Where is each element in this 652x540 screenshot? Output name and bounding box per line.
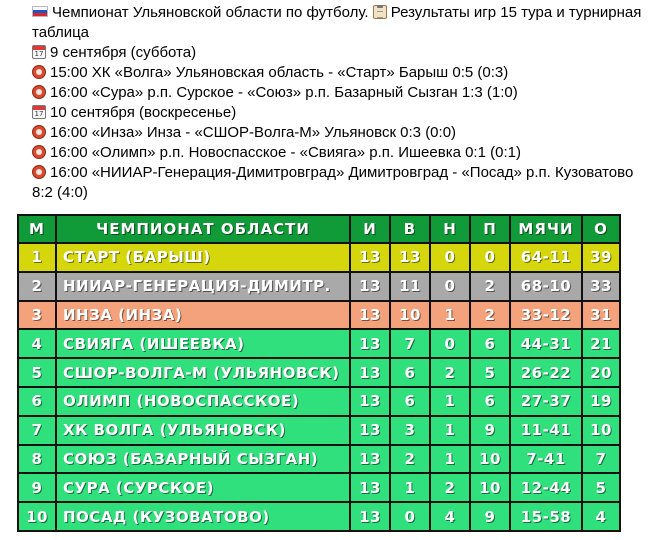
cell-wins: 11 [391,273,429,300]
cell-points: 19 [583,388,619,415]
soccer-ball-icon [32,125,46,139]
cell-losses: 9 [471,503,509,530]
cell-position: 1 [19,244,55,271]
cell-goals: 64-11 [511,244,581,271]
cell-position: 6 [19,388,55,415]
cell-draws: 1 [431,446,469,473]
cell-goals: 27-37 [511,388,581,415]
cell-position: 9 [19,474,55,501]
cell-position: 5 [19,359,55,386]
table-row [19,474,619,501]
table-row [19,446,619,473]
cell-wins: 10 [391,302,429,329]
cell-position: 3 [19,302,55,329]
cell-goals: 44-31 [511,330,581,357]
calendar-icon [32,45,46,59]
cell-points: 7 [583,446,619,473]
cell-losses: 2 [471,273,509,300]
cell-goals: 33-12 [511,302,581,329]
cell-draws: 0 [431,244,469,271]
cell-position: 4 [19,330,55,357]
col-header-points: О [583,216,619,242]
cell-losses: 5 [471,359,509,386]
cell-goals: 12-44 [511,474,581,501]
cell-wins: 3 [391,417,429,444]
cell-team: ХК ВОЛГА (УЛЬЯНОВСК) [57,417,349,444]
headline-text: Чемпионат Ульяновской области по футболу. [52,4,369,21]
cell-draws: 2 [431,359,469,386]
cell-team: ОЛИМП (НОВОСПАССКОЕ) [57,388,349,415]
cell-points: 31 [583,302,619,329]
cell-games: 13 [351,273,389,300]
cell-draws: 0 [431,330,469,357]
soccer-ball-icon [32,165,46,179]
cell-points: 39 [583,244,619,271]
calendar-icon [32,105,46,119]
cell-draws: 1 [431,388,469,415]
match-text: 15:00 ХК «Волга» Ульяновская область - «Старт» Барыш 0:5 (0:3) [50,64,509,81]
cell-goals: 68-10 [511,273,581,300]
cell-points: 33 [583,273,619,300]
cell-draws: 2 [431,474,469,501]
table-row [19,273,619,300]
date-line [32,103,644,123]
cell-points: 20 [583,359,619,386]
cell-games: 13 [351,474,389,501]
cell-games: 13 [351,388,389,415]
soccer-ball-icon [32,65,46,79]
cell-draws: 0 [431,273,469,300]
standings-table-image [17,214,617,532]
clipboard-icon [373,5,387,19]
match-text: 16:00 «НИИАР-Генерация-Димитровград» Димитровград - «Посад» р.п. Кузоватово 8:2 (4:0) [32,164,634,201]
match-text: 16:00 «Олимп» р.п. Новоспасское - «Свияга» р.п. Ишеевка 0:1 (0:1) [50,144,521,161]
cell-losses: 10 [471,446,509,473]
match-line [32,123,644,143]
cell-wins: 7 [391,330,429,357]
cell-losses: 6 [471,388,509,415]
cell-goals: 26-22 [511,359,581,386]
headline-text-2: Результаты игр 15 тура и турнирная таблица [32,4,642,41]
date-text: 9 сентября (суббота) [50,44,197,61]
table-row [19,244,619,271]
cell-games: 13 [351,244,389,271]
cell-wins: 1 [391,474,429,501]
cell-wins: 2 [391,446,429,473]
cell-team: НИИАР-ГЕНЕРАЦИЯ-ДИМИТР. [57,273,349,300]
table-header-row [19,216,619,242]
col-header-games: И [351,216,389,242]
date-line [32,43,644,63]
cell-goals: 11-41 [511,417,581,444]
cell-team: ИНЗА (ИНЗА) [57,302,349,329]
cell-team: СОЮЗ (БАЗАРНЫЙ СЫЗГАН) [57,446,349,473]
cell-position: 2 [19,273,55,300]
col-header-team: ЧЕМПИОНАТ ОБЛАСТИ [57,216,349,242]
cell-team: СУРА (СУРСКОЕ) [57,474,349,501]
col-header-draws: Н [431,216,469,242]
cell-games: 13 [351,503,389,530]
cell-points: 21 [583,330,619,357]
cell-points: 5 [583,474,619,501]
cell-team: СВИЯГА (ИШЕЕВКА) [57,330,349,357]
cell-draws: 1 [431,302,469,329]
cell-wins: 0 [391,503,429,530]
match-line [32,63,644,83]
cell-games: 13 [351,302,389,329]
cell-team: СТАРТ (БАРЫШ) [57,244,349,271]
table-row [19,388,619,415]
table-row [19,503,619,530]
cell-goals: 7-41 [511,446,581,473]
cell-position: 8 [19,446,55,473]
cell-games: 13 [351,417,389,444]
standings-body [19,244,619,530]
cell-goals: 15-58 [511,503,581,530]
russia-flag-icon [32,6,48,17]
cell-losses: 9 [471,417,509,444]
cell-wins: 13 [391,244,429,271]
soccer-ball-icon [32,145,46,159]
cell-losses: 10 [471,474,509,501]
col-header-wins: В [391,216,429,242]
col-header-losses: П [471,216,509,242]
cell-team: ПОСАД (КУЗОВАТОВО) [57,503,349,530]
date-text: 10 сентября (воскресенье) [50,104,237,121]
cell-points: 4 [583,503,619,530]
table-row [19,302,619,329]
cell-draws: 1 [431,417,469,444]
cell-position: 7 [19,417,55,444]
col-header-goals: МЯЧИ [511,216,581,242]
match-line [32,163,644,203]
soccer-ball-icon [32,85,46,99]
match-text: 16:00 «Сура» р.п. Сурское - «Союз» р.п. Базарный Сызган 1:3 (1:0) [50,84,518,101]
post-headline [32,3,644,43]
cell-games: 13 [351,446,389,473]
cell-position: 10 [19,503,55,530]
cell-team: СШОР-ВОЛГА-М (УЛЬЯНОВСК) [57,359,349,386]
col-header-position: М [19,216,55,242]
table-row [19,330,619,357]
cell-losses: 6 [471,330,509,357]
match-line [32,143,644,163]
cell-points: 10 [583,417,619,444]
match-text: 16:00 «Инза» Инза - «СШОР-Волга-М» Ульяновск 0:3 (0:0) [50,124,457,141]
cell-games: 13 [351,359,389,386]
cell-wins: 6 [391,359,429,386]
table-row [19,417,619,444]
table-row [19,359,619,386]
cell-wins: 6 [391,388,429,415]
match-line [32,83,644,103]
cell-losses: 2 [471,302,509,329]
cell-games: 13 [351,330,389,357]
post-text [32,3,644,203]
cell-draws: 4 [431,503,469,530]
cell-losses: 0 [471,244,509,271]
standings-table [17,214,621,532]
